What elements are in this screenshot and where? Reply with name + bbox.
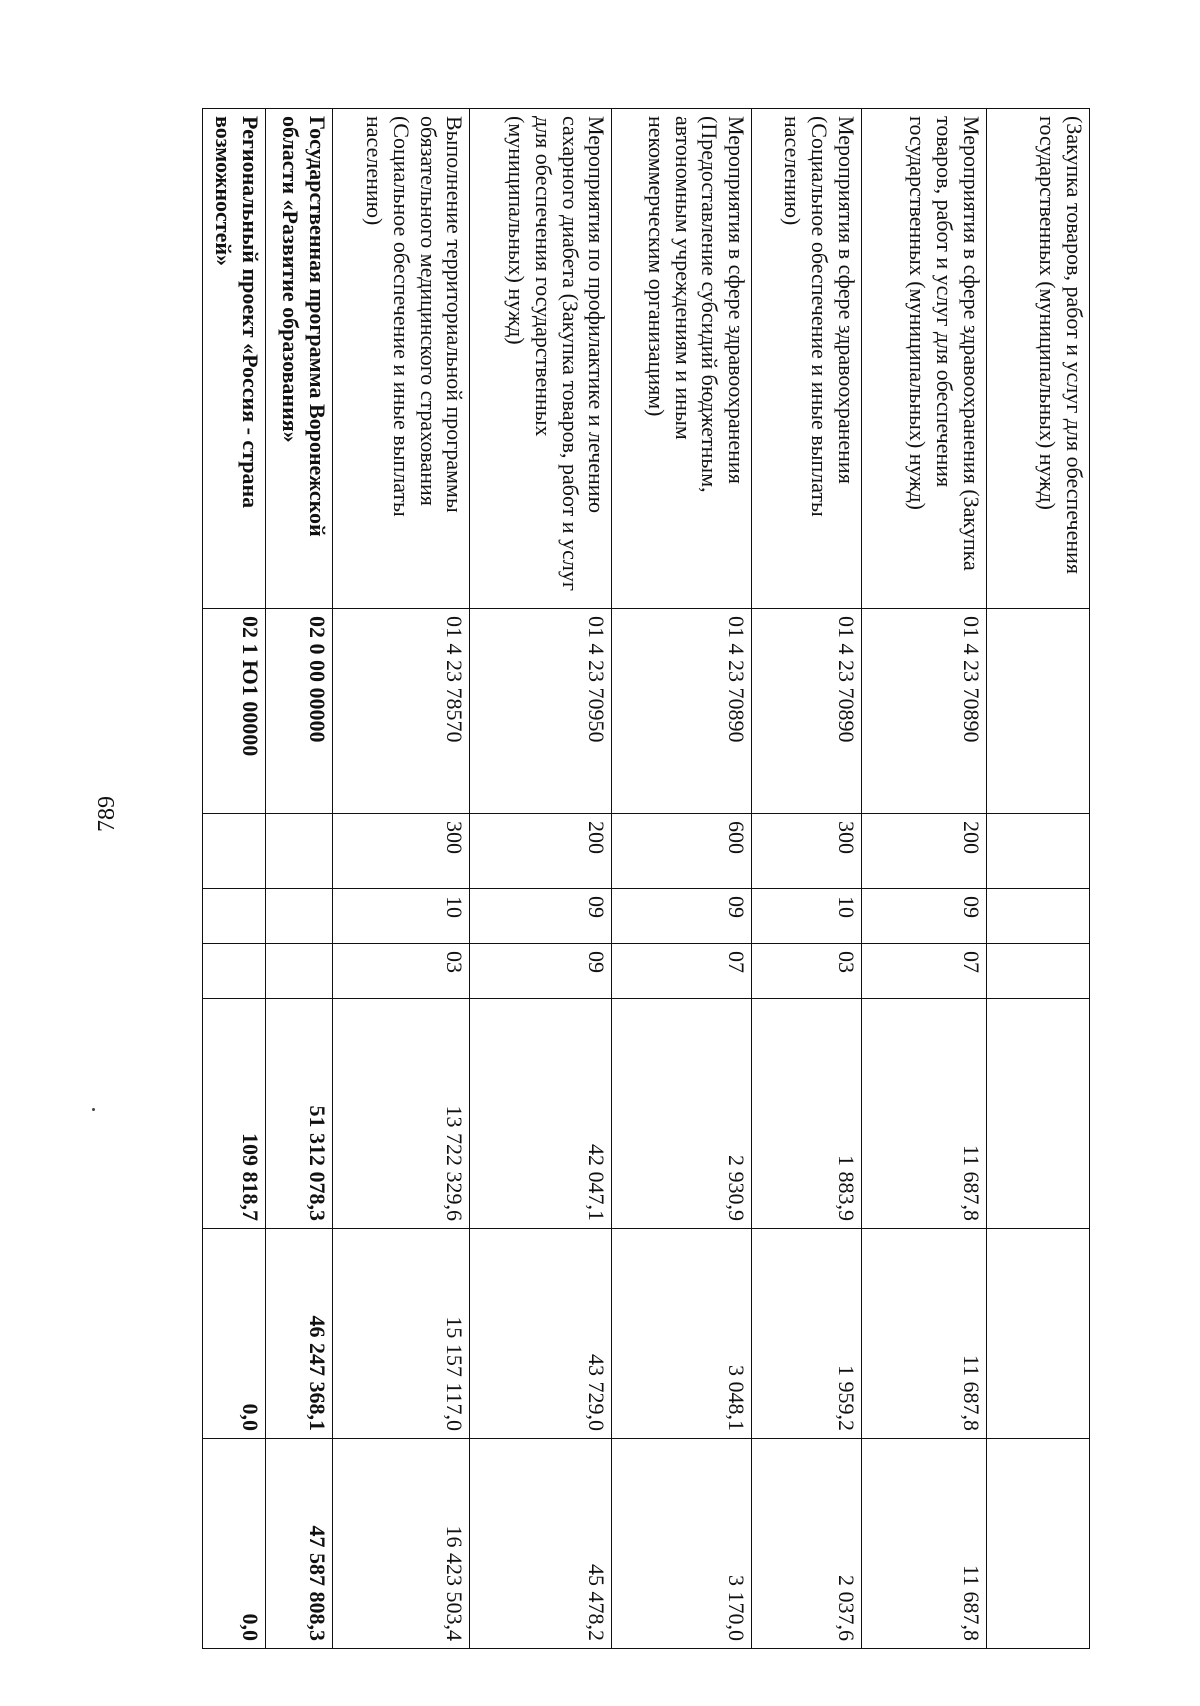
amount-2020 (986, 1229, 1089, 1439)
row-name: Мероприятия в сфере здравоохранения (Предоставление субсидий бюджетным, автономным учреждениям и иным некоммерческим организациям) (612, 109, 752, 609)
budget-table (202, 108, 1090, 1649)
subsection-code (986, 944, 1089, 999)
target-article-code (986, 609, 1089, 814)
row-name: Мероприятия в сфере здравоохранения (Закупка товаров, работ и услуг для обеспечения государственных (муниципальных) нужд) (861, 109, 986, 609)
amount-2019: 13 722 329,6 (332, 999, 470, 1229)
amount-2019: 11 687,8 (861, 999, 986, 1229)
table-row (332, 109, 470, 1649)
table-row (986, 109, 1089, 1649)
row-name: Мероприятия по профилактике и лечению сахарного диабета (Закупка товаров, работ и услуг для обеспечения государственных (муниципальных) нужд) (470, 109, 612, 609)
target-article-code: 01 4 23 70890 (612, 609, 752, 814)
table-row (203, 109, 266, 1649)
expense-type-code: 300 (752, 814, 862, 889)
amount-2021: 45 478,2 (470, 1439, 612, 1649)
subsection-code (266, 944, 333, 999)
subsection-code: 03 (752, 944, 862, 999)
section-code: 10 (752, 889, 862, 944)
expense-type-code (203, 814, 266, 889)
section-code (986, 889, 1089, 944)
rotated-table-wrapper (202, 108, 1090, 1648)
subsection-code: 07 (612, 944, 752, 999)
expense-type-code: 200 (470, 814, 612, 889)
amount-2021: 2 037,6 (752, 1439, 862, 1649)
subsection-code (203, 944, 266, 999)
section-code: 09 (861, 889, 986, 944)
expense-type-code (266, 814, 333, 889)
amount-2019: 51 312 078,3 (266, 999, 333, 1229)
section-code: 09 (612, 889, 752, 944)
amount-2021: 47 587 808,3 (266, 1439, 333, 1649)
scan-speck (92, 1108, 95, 1111)
table-row (861, 109, 986, 1649)
subsection-code: 03 (332, 944, 470, 999)
section-code (203, 889, 266, 944)
table-row (612, 109, 752, 1649)
amount-2019: 2 930,9 (612, 999, 752, 1229)
expense-type-code (986, 814, 1089, 889)
page-number: 789 (94, 796, 120, 832)
table-body (203, 109, 1090, 1649)
amount-2020: 3 048,1 (612, 1229, 752, 1439)
amount-2021: 3 170,0 (612, 1439, 752, 1649)
amount-2020: 0,0 (203, 1229, 266, 1439)
target-article-code: 01 4 23 70950 (470, 609, 612, 814)
subsection-code: 07 (861, 944, 986, 999)
row-name: Государственная программа Воронежской области «Развитие образования» (266, 109, 333, 609)
target-article-code: 01 4 23 70890 (752, 609, 862, 814)
amount-2020: 11 687,8 (861, 1229, 986, 1439)
table-row (266, 109, 333, 1649)
amount-2021: 11 687,8 (861, 1439, 986, 1649)
subsection-code: 09 (470, 944, 612, 999)
target-article-code: 02 0 00 00000 (266, 609, 333, 814)
amount-2020: 1 959,2 (752, 1229, 862, 1439)
target-article-code: 01 4 23 70890 (861, 609, 986, 814)
amount-2021: 16 423 503,4 (332, 1439, 470, 1649)
amount-2019 (986, 999, 1089, 1229)
amount-2020: 15 157 117,0 (332, 1229, 470, 1439)
amount-2021: 0,0 (203, 1439, 266, 1649)
expense-type-code: 300 (332, 814, 470, 889)
target-article-code: 02 1 Ю1 00000 (203, 609, 266, 814)
row-name: Выполнение территориальной программы обязательного медицинского страхования (Социальное обеспечение и иные выплаты населению) (332, 109, 470, 609)
section-code: 10 (332, 889, 470, 944)
amount-2021 (986, 1439, 1089, 1649)
row-name: Мероприятия в сфере здравоохранения (Социальное обеспечение и иные выплаты населению) (752, 109, 862, 609)
amount-2019: 1 883,9 (752, 999, 862, 1229)
row-name: Региональный проект «Россия - страна возможностей» (203, 109, 266, 609)
expense-type-code: 600 (612, 814, 752, 889)
expense-type-code: 200 (861, 814, 986, 889)
section-code: 09 (470, 889, 612, 944)
table-row (470, 109, 612, 1649)
amount-2019: 109 818,7 (203, 999, 266, 1229)
amount-2020: 46 247 368,1 (266, 1229, 333, 1439)
amount-2019: 42 047,1 (470, 999, 612, 1229)
section-code (266, 889, 333, 944)
target-article-code: 01 4 23 78570 (332, 609, 470, 814)
amount-2020: 43 729,0 (470, 1229, 612, 1439)
table-row (752, 109, 862, 1649)
row-name: (Закупка товаров, работ и услуг для обеспечения государственных (муниципальных) нужд) (986, 109, 1089, 609)
